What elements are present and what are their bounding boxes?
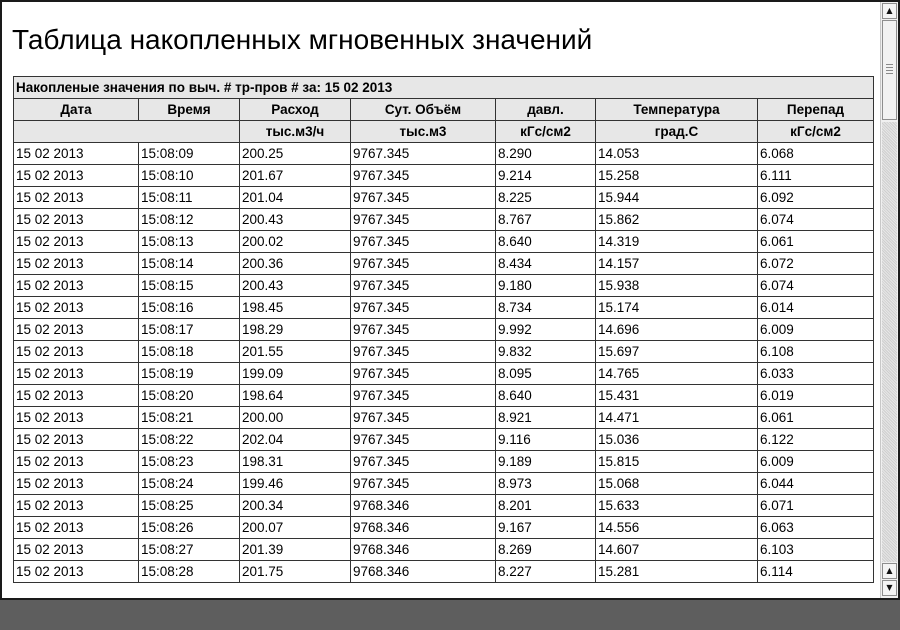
cell-date: 15 02 2013 — [14, 209, 139, 231]
cell-volume: 9767.345 — [351, 341, 496, 363]
cell-pressure: 8.640 — [496, 231, 596, 253]
cell-differential: 6.009 — [758, 451, 874, 473]
cell-differential: 6.068 — [758, 143, 874, 165]
cell-temperature: 15.697 — [596, 341, 758, 363]
cell-pressure: 8.973 — [496, 473, 596, 495]
table-row — [14, 561, 874, 583]
cell-date: 15 02 2013 — [14, 253, 139, 275]
cell-volume: 9767.345 — [351, 253, 496, 275]
cell-temperature: 14.053 — [596, 143, 758, 165]
cell-volume: 9768.346 — [351, 517, 496, 539]
header-row — [14, 99, 874, 121]
cell-date: 15 02 2013 — [14, 319, 139, 341]
cell-pressure: 8.227 — [496, 561, 596, 583]
vertical-scrollbar[interactable] — [880, 2, 898, 598]
cell-volume: 9767.345 — [351, 451, 496, 473]
cell-differential: 6.072 — [758, 253, 874, 275]
cell-flow: 198.31 — [240, 451, 351, 473]
cell-date: 15 02 2013 — [14, 473, 139, 495]
arrow-up-icon: ▲ — [886, 566, 893, 575]
table-row — [14, 297, 874, 319]
cell-differential: 6.114 — [758, 561, 874, 583]
cell-time: 15:08:12 — [139, 209, 240, 231]
page-title: Таблица накопленных мгновенных значений — [12, 24, 593, 55]
cell-volume: 9768.346 — [351, 495, 496, 517]
table-row — [14, 517, 874, 539]
table-row — [14, 165, 874, 187]
cell-pressure: 8.921 — [496, 407, 596, 429]
cell-time: 15:08:10 — [139, 165, 240, 187]
cell-differential: 6.063 — [758, 517, 874, 539]
unit-volume: тыс.м3 — [351, 121, 496, 143]
table-row — [14, 495, 874, 517]
header-time: Время — [139, 99, 240, 121]
cell-date: 15 02 2013 — [14, 275, 139, 297]
cell-flow: 202.04 — [240, 429, 351, 451]
cell-temperature: 14.607 — [596, 539, 758, 561]
cell-time: 15:08:24 — [139, 473, 240, 495]
cell-time: 15:08:28 — [139, 561, 240, 583]
cell-temperature: 14.765 — [596, 363, 758, 385]
header-temperature: Температура — [596, 99, 758, 121]
table-row — [14, 407, 874, 429]
cell-flow: 200.36 — [240, 253, 351, 275]
cell-pressure: 9.832 — [496, 341, 596, 363]
cell-temperature: 14.471 — [596, 407, 758, 429]
cell-time: 15:08:22 — [139, 429, 240, 451]
cell-date: 15 02 2013 — [14, 539, 139, 561]
cell-flow: 201.75 — [240, 561, 351, 583]
table-row — [14, 319, 874, 341]
table-row — [14, 231, 874, 253]
cell-time: 15:08:21 — [139, 407, 240, 429]
cell-date: 15 02 2013 — [14, 385, 139, 407]
cell-pressure: 8.734 — [496, 297, 596, 319]
header-differential: Перепад — [758, 99, 874, 121]
cell-differential: 6.092 — [758, 187, 874, 209]
cell-temperature: 15.633 — [596, 495, 758, 517]
cell-volume: 9767.345 — [351, 473, 496, 495]
table-row — [14, 187, 874, 209]
scroll-up-button-lower[interactable] — [882, 563, 897, 579]
cell-pressure: 8.290 — [496, 143, 596, 165]
cell-differential: 6.014 — [758, 297, 874, 319]
cell-date: 15 02 2013 — [14, 561, 139, 583]
cell-pressure: 9.167 — [496, 517, 596, 539]
cell-volume: 9767.345 — [351, 165, 496, 187]
table-row — [14, 385, 874, 407]
scroll-track[interactable] — [882, 122, 897, 562]
unit-empty — [14, 121, 240, 143]
cell-flow: 201.04 — [240, 187, 351, 209]
cell-time: 15:08:11 — [139, 187, 240, 209]
cell-flow: 201.55 — [240, 341, 351, 363]
cell-pressure: 9.116 — [496, 429, 596, 451]
cell-time: 15:08:13 — [139, 231, 240, 253]
values-table — [13, 76, 874, 583]
cell-flow: 199.09 — [240, 363, 351, 385]
cell-date: 15 02 2013 — [14, 451, 139, 473]
cell-volume: 9767.345 — [351, 363, 496, 385]
cell-time: 15:08:17 — [139, 319, 240, 341]
cell-volume: 9767.345 — [351, 187, 496, 209]
cell-time: 15:08:15 — [139, 275, 240, 297]
cell-time: 15:08:09 — [139, 143, 240, 165]
cell-differential: 6.122 — [758, 429, 874, 451]
cell-date: 15 02 2013 — [14, 143, 139, 165]
arrow-up-icon: ▲ — [886, 6, 893, 15]
cell-pressure: 9.180 — [496, 275, 596, 297]
cell-flow: 198.45 — [240, 297, 351, 319]
unit-pressure: кГс/см2 — [496, 121, 596, 143]
cell-flow: 200.43 — [240, 209, 351, 231]
cell-temperature: 15.258 — [596, 165, 758, 187]
cell-differential: 6.033 — [758, 363, 874, 385]
cell-differential: 6.009 — [758, 319, 874, 341]
cell-temperature: 15.281 — [596, 561, 758, 583]
cell-date: 15 02 2013 — [14, 363, 139, 385]
header-date: Дата — [14, 99, 139, 121]
cell-differential: 6.111 — [758, 165, 874, 187]
unit-differential: кГс/см2 — [758, 121, 874, 143]
cell-flow: 200.34 — [240, 495, 351, 517]
unit-flow: тыс.м3/ч — [240, 121, 351, 143]
cell-differential: 6.103 — [758, 539, 874, 561]
cell-volume: 9768.346 — [351, 539, 496, 561]
cell-date: 15 02 2013 — [14, 407, 139, 429]
cell-time: 15:08:18 — [139, 341, 240, 363]
table-row — [14, 429, 874, 451]
table-row — [14, 275, 874, 297]
scroll-up-button[interactable] — [882, 3, 897, 19]
cell-flow: 200.00 — [240, 407, 351, 429]
cell-volume: 9767.345 — [351, 143, 496, 165]
cell-date: 15 02 2013 — [14, 165, 139, 187]
cell-flow: 200.02 — [240, 231, 351, 253]
unit-temperature: град.С — [596, 121, 758, 143]
cell-date: 15 02 2013 — [14, 231, 139, 253]
cell-volume: 9767.345 — [351, 275, 496, 297]
cell-differential: 6.071 — [758, 495, 874, 517]
table-body — [14, 143, 874, 583]
table-row — [14, 209, 874, 231]
cell-pressure: 9.189 — [496, 451, 596, 473]
cell-flow: 200.25 — [240, 143, 351, 165]
cell-pressure: 8.434 — [496, 253, 596, 275]
cell-pressure: 9.214 — [496, 165, 596, 187]
cell-time: 15:08:20 — [139, 385, 240, 407]
cell-temperature: 15.068 — [596, 473, 758, 495]
cell-differential: 6.019 — [758, 385, 874, 407]
cell-temperature: 15.431 — [596, 385, 758, 407]
cell-temperature: 14.556 — [596, 517, 758, 539]
table-row — [14, 363, 874, 385]
cell-flow: 201.39 — [240, 539, 351, 561]
caption-row — [14, 77, 874, 99]
cell-date: 15 02 2013 — [14, 495, 139, 517]
cell-time: 15:08:26 — [139, 517, 240, 539]
cell-flow: 201.67 — [240, 165, 351, 187]
cell-pressure: 9.992 — [496, 319, 596, 341]
cell-time: 15:08:14 — [139, 253, 240, 275]
report-content — [2, 2, 880, 598]
cell-time: 15:08:16 — [139, 297, 240, 319]
cell-flow: 200.43 — [240, 275, 351, 297]
cell-differential: 6.061 — [758, 407, 874, 429]
cell-volume: 9767.345 — [351, 209, 496, 231]
cell-temperature: 15.944 — [596, 187, 758, 209]
table-row — [14, 451, 874, 473]
cell-date: 15 02 2013 — [14, 297, 139, 319]
cell-date: 15 02 2013 — [14, 341, 139, 363]
cell-differential: 6.108 — [758, 341, 874, 363]
cell-volume: 9768.346 — [351, 561, 496, 583]
table-row — [14, 143, 874, 165]
cell-pressure: 8.767 — [496, 209, 596, 231]
cell-flow: 198.64 — [240, 385, 351, 407]
cell-flow: 200.07 — [240, 517, 351, 539]
cell-temperature: 15.815 — [596, 451, 758, 473]
cell-pressure: 8.201 — [496, 495, 596, 517]
header-flow: Расход — [240, 99, 351, 121]
scroll-thumb[interactable] — [882, 20, 897, 120]
cell-volume: 9767.345 — [351, 231, 496, 253]
cell-temperature: 15.174 — [596, 297, 758, 319]
cell-date: 15 02 2013 — [14, 429, 139, 451]
cell-temperature: 15.938 — [596, 275, 758, 297]
scroll-down-button[interactable] — [882, 580, 897, 596]
header-pressure: давл. — [496, 99, 596, 121]
table-row — [14, 473, 874, 495]
cell-volume: 9767.345 — [351, 297, 496, 319]
cell-time: 15:08:23 — [139, 451, 240, 473]
table-row — [14, 341, 874, 363]
table-caption: Накопленые значения по выч. # тр-пров # за: 15 02 2013 — [14, 77, 874, 99]
cell-volume: 9767.345 — [351, 319, 496, 341]
table-row — [14, 539, 874, 561]
grip-icon — [886, 64, 893, 76]
cell-pressure: 8.095 — [496, 363, 596, 385]
cell-time: 15:08:19 — [139, 363, 240, 385]
cell-differential: 6.074 — [758, 209, 874, 231]
cell-differential: 6.061 — [758, 231, 874, 253]
cell-date: 15 02 2013 — [14, 187, 139, 209]
cell-differential: 6.074 — [758, 275, 874, 297]
units-row — [14, 121, 874, 143]
cell-temperature: 14.157 — [596, 253, 758, 275]
cell-temperature: 15.862 — [596, 209, 758, 231]
cell-time: 15:08:25 — [139, 495, 240, 517]
cell-date: 15 02 2013 — [14, 517, 139, 539]
cell-pressure: 8.640 — [496, 385, 596, 407]
cell-pressure: 8.269 — [496, 539, 596, 561]
cell-volume: 9767.345 — [351, 385, 496, 407]
cell-flow: 199.46 — [240, 473, 351, 495]
cell-temperature: 14.319 — [596, 231, 758, 253]
cell-pressure: 8.225 — [496, 187, 596, 209]
table-row — [14, 253, 874, 275]
arrow-down-icon: ▼ — [886, 583, 893, 592]
cell-flow: 198.29 — [240, 319, 351, 341]
cell-differential: 6.044 — [758, 473, 874, 495]
cell-temperature: 14.696 — [596, 319, 758, 341]
header-daily-volume: Сут. Объём — [351, 99, 496, 121]
cell-volume: 9767.345 — [351, 407, 496, 429]
cell-time: 15:08:27 — [139, 539, 240, 561]
cell-volume: 9767.345 — [351, 429, 496, 451]
cell-temperature: 15.036 — [596, 429, 758, 451]
